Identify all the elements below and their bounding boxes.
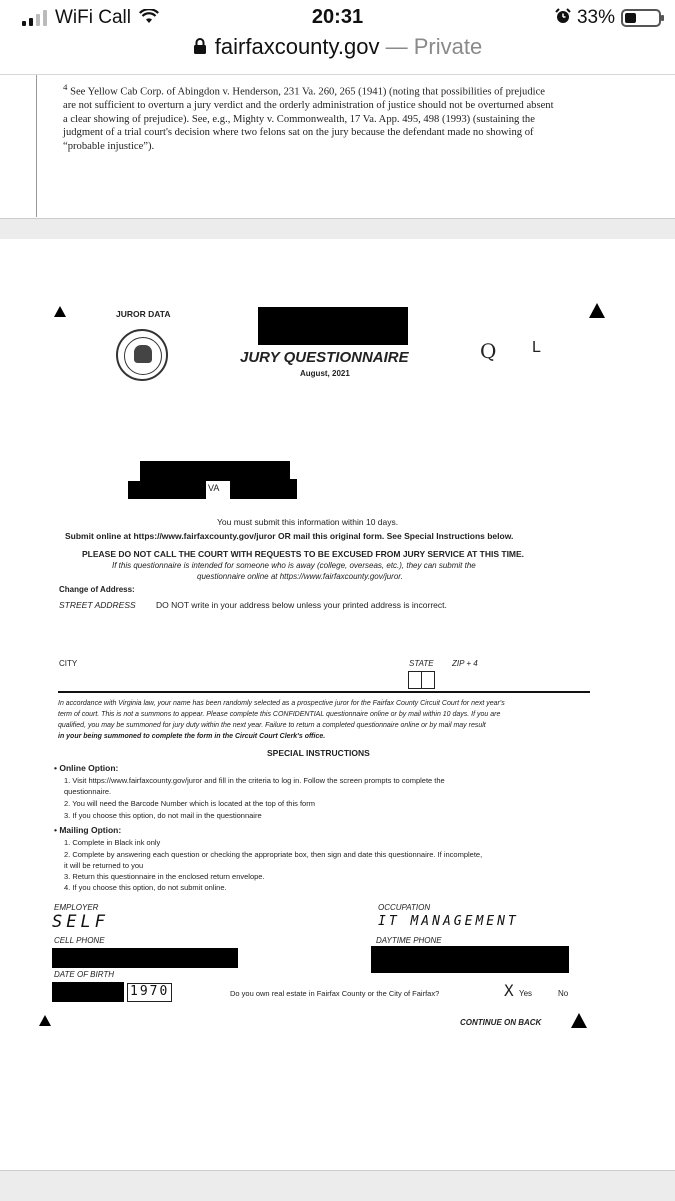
url-host: fairfaxcounty.gov <box>214 34 380 59</box>
document-page-previous <box>36 75 673 217</box>
battery-fill <box>625 13 636 23</box>
online-step: 2. You will need the Barcode Number which is located at the top of this form <box>64 799 315 808</box>
footnote-line: judgment of a trial court's decision where two felons sat on the jury because the defendant made no showing of <box>63 127 534 139</box>
corner-triangle-icon <box>54 306 66 317</box>
redacted-zip <box>230 479 297 499</box>
street-address-note: DO NOT write in your address below unless your printed address is incorrect. <box>156 600 447 610</box>
notice-paragraph: qualified, you may be summoned for jury duty within the next year. Failure to return a completed questionnaire online or by mail may result <box>58 722 486 729</box>
online-step: 1. Visit https://www.fairfaxcounty.gov/juror and fill in the criteria to log in. Follow the screen prompts to complete the <box>64 776 445 785</box>
online-step: 3. If you choose this option, do not mail in the questionnaire <box>64 811 262 820</box>
state-box <box>421 671 435 689</box>
no-label: No <box>558 989 569 998</box>
notice-online: questionnaire online at https://www.fairfaxcounty.gov/juror. <box>197 572 403 581</box>
corner-triangle-icon <box>571 1013 587 1028</box>
clock: 20:31 <box>311 6 364 28</box>
county-seal-icon <box>116 329 168 381</box>
state-label: STATE <box>409 659 434 668</box>
footnote-line: a clear showing of prejudice). See, e.g., Mighty v. Commonwealth, 17 Va. App. 495, 498 (1993) (sustaining the <box>63 113 535 125</box>
city-label: CITY <box>59 659 78 668</box>
mailing-step: 4. If you choose this option, do not submit online. <box>64 883 227 892</box>
page-gap <box>0 1170 675 1201</box>
state-abbr: VA <box>208 483 220 493</box>
notice-paragraph: In accordance with Virginia law, your name has been randomly selected as a prospective juror for the Fairfax County Circuit Court for next year's <box>58 700 505 707</box>
footnote-line: “probable injustice”). <box>63 140 155 152</box>
footnote-line: See Yellow Cab Corp. of Abingdon v. Henderson, 231 Va. 260, 265 (1941) (noting that possibilities of prejudice <box>70 86 545 98</box>
cell-phone-label: CELL PHONE <box>54 936 105 945</box>
corner-triangle-icon <box>589 303 605 318</box>
notice-deadline: You must submit this information within 10 days. <box>217 517 399 527</box>
redacted-name <box>140 461 290 481</box>
form-date: August, 2021 <box>300 369 350 378</box>
zip-label: ZIP + 4 <box>452 659 478 668</box>
redacted-cell-phone <box>52 948 238 968</box>
handwritten-l: L <box>532 339 541 356</box>
status-bar <box>0 0 675 36</box>
battery-icon <box>621 9 661 27</box>
redacted-barcode <box>258 307 408 345</box>
yes-label: Yes <box>519 989 533 998</box>
special-instructions-heading: SPECIAL INSTRUCTIONS <box>267 748 370 758</box>
state-box <box>408 671 422 689</box>
address-bar[interactable] <box>0 34 675 66</box>
employer-value: SELF <box>52 912 109 932</box>
daytime-phone-label: DAYTIME PHONE <box>376 936 442 945</box>
online-option-label: • Online Option: <box>54 763 119 773</box>
document-page-questionnaire <box>0 239 675 1169</box>
occupation-label: OCCUPATION <box>378 903 431 912</box>
lock-icon <box>193 35 207 61</box>
change-of-address-label: Change of Address: <box>59 585 135 594</box>
footnote <box>63 81 643 154</box>
notice-paragraph: term of court. This is not a summons to appear. Please complete this CONFIDENTIAL questionnaire online or by mail within 10 days. If you are <box>58 711 501 718</box>
corner-triangle-icon <box>39 1015 51 1026</box>
form-title: JURY QUESTIONNAIRE <box>240 349 409 366</box>
notice-submit: Submit online at https://www.fairfaxcounty.gov/juror OR mail this original form. See Special Instructions below. <box>65 531 514 541</box>
private-label: — Private <box>385 34 483 59</box>
juror-data-label: JUROR DATA <box>116 309 171 319</box>
mailing-step: 1. Complete in Black ink only <box>64 838 161 847</box>
real-estate-question: Do you own real estate in Fairfax County or the City of Fairfax? <box>230 989 440 998</box>
footnote-marker: 4 <box>63 82 68 92</box>
carrier-label: WiFi Call <box>55 7 131 28</box>
redacted-daytime-phone <box>371 946 569 973</box>
page-gap <box>0 218 675 240</box>
alarm-icon <box>555 8 571 29</box>
dob-year: 1970 <box>127 983 172 1002</box>
yes-checkmark: X <box>504 981 514 1000</box>
mailing-step: it will be returned to you <box>64 861 144 870</box>
notice-paragraph: in your being summoned to complete the form in the Circuit Court Clerk's office. <box>58 733 326 740</box>
divider-line <box>58 691 590 693</box>
notice-do-not-call: PLEASE DO NOT CALL THE COURT WITH REQUESTS TO BE EXCUSED FROM JURY SERVICE AT THIS TIME. <box>82 549 525 559</box>
redacted-dob <box>52 982 124 1002</box>
dob-label: DATE OF BIRTH <box>54 970 115 979</box>
street-address-label: STREET ADDRESS <box>59 600 136 610</box>
handwritten-q: Q <box>480 339 497 363</box>
online-step: questionnaire. <box>64 787 112 796</box>
redacted-address <box>128 481 206 499</box>
occupation-value: IT MANAGEMENT <box>378 914 519 929</box>
notice-away: If this questionnaire is intended for someone who is away (college, overseas, etc.), they can submit the <box>112 561 476 570</box>
continue-on-back: CONTINUE ON BACK <box>460 1018 542 1027</box>
employer-label: EMPLOYER <box>54 903 99 912</box>
footnote-line: are not sufficient to overturn a jury verdict and the orderly administration of justice should not be overturned absent <box>63 100 554 112</box>
battery-percent: 33% <box>576 7 615 28</box>
status-right <box>555 7 661 29</box>
mailing-step: 2. Complete by answering each question or checking the appropriate box, then sign and date this questionnaire. If incomplete, <box>64 850 483 859</box>
mailing-step: 3. Return this questionnaire in the enclosed return envelope. <box>64 872 265 881</box>
mailing-option-label: • Mailing Option: <box>54 825 122 835</box>
